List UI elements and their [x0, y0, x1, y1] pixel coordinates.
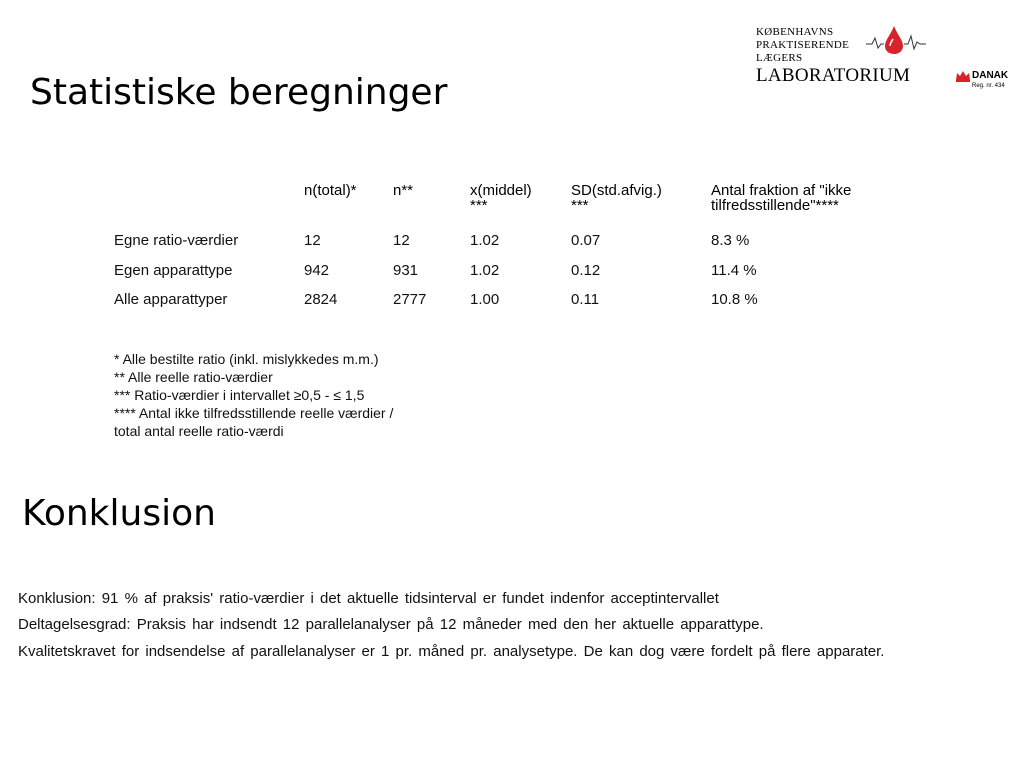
conclusion-line: Deltagelsesgrad: Praksis har indsendt 12 parallelanalyser på 12 måneder med den her aktuelle apparattype. — [18, 616, 764, 633]
table-cell: 1.02 — [470, 262, 500, 279]
table-cell: 1.00 — [470, 291, 500, 308]
table-header-fraction: Antal fraktion af "ikke tilfredsstillende"**** — [711, 182, 852, 214]
table-cell: 0.11 — [571, 291, 600, 308]
table-cell: 931 — [393, 262, 419, 279]
logo-line-3: LÆGERS — [756, 52, 803, 64]
footnote: *** Ratio-værdier i intervallet ≥0,5 - ≤ 1,5 — [114, 387, 365, 403]
footnote: ** Alle reelle ratio-værdier — [114, 369, 273, 385]
footnote: total antal reelle ratio-værdi — [114, 423, 284, 439]
danak-reg: Reg. nr. 434 — [972, 83, 1005, 89]
footnote: * Alle bestilte ratio (inkl. mislykkedes m.m.) — [114, 351, 379, 367]
table-cell: 0.07 — [571, 232, 601, 249]
table-header-ntotal: n(total)* — [304, 182, 357, 199]
table-header-n: n** — [393, 182, 414, 199]
table-cell: 8.3 % — [711, 232, 750, 249]
page-title: Statistiske beregninger — [30, 72, 448, 113]
conclusion-line: Konklusion: 91 % af praksis' ratio-værdier i det aktuelle tidsinterval er fundet indenfor acceptintervallet — [18, 590, 719, 607]
table-cell: 11.4 % — [711, 262, 757, 279]
footnote: **** Antal ikke tilfredsstillende reelle værdier / — [114, 405, 394, 421]
logo-line-2: PRAKTISERENDE — [756, 39, 850, 51]
table-cell: 2824 — [304, 291, 338, 308]
table-cell: 0.12 — [571, 262, 601, 279]
blood-drop-ecg-icon — [866, 24, 926, 54]
table-cell: 12 — [304, 232, 321, 249]
table-row-label: Alle apparattyper — [114, 291, 228, 308]
danak-name: DANAK — [972, 70, 1009, 81]
logo-line-4: LABORATORIUM — [756, 65, 911, 86]
logo-line-1: KØBENHAVNS — [756, 26, 834, 38]
table-row-label: Egen apparattype — [114, 262, 233, 279]
table-row-label: Egne ratio-værdier — [114, 232, 239, 249]
conclusion-line: Kvalitetskravet for indsendelse af parallelanalyser er 1 pr. måned pr. analysetype. De kan dog være fordelt på flere apparater. — [18, 643, 885, 660]
crown-icon — [955, 70, 971, 82]
table-cell: 2777 — [393, 291, 427, 308]
table-cell: 1.02 — [470, 232, 500, 249]
footnotes — [114, 350, 393, 440]
table-header-xmiddel: x(middel) *** — [470, 182, 532, 214]
table-cell: 10.8 % — [711, 291, 758, 308]
table-cell: 942 — [304, 262, 330, 279]
table-header-sd: SD(std.afvig.) *** — [571, 182, 662, 214]
table-cell: 12 — [393, 232, 410, 249]
section-title-konklusion: Konklusion — [22, 493, 216, 534]
